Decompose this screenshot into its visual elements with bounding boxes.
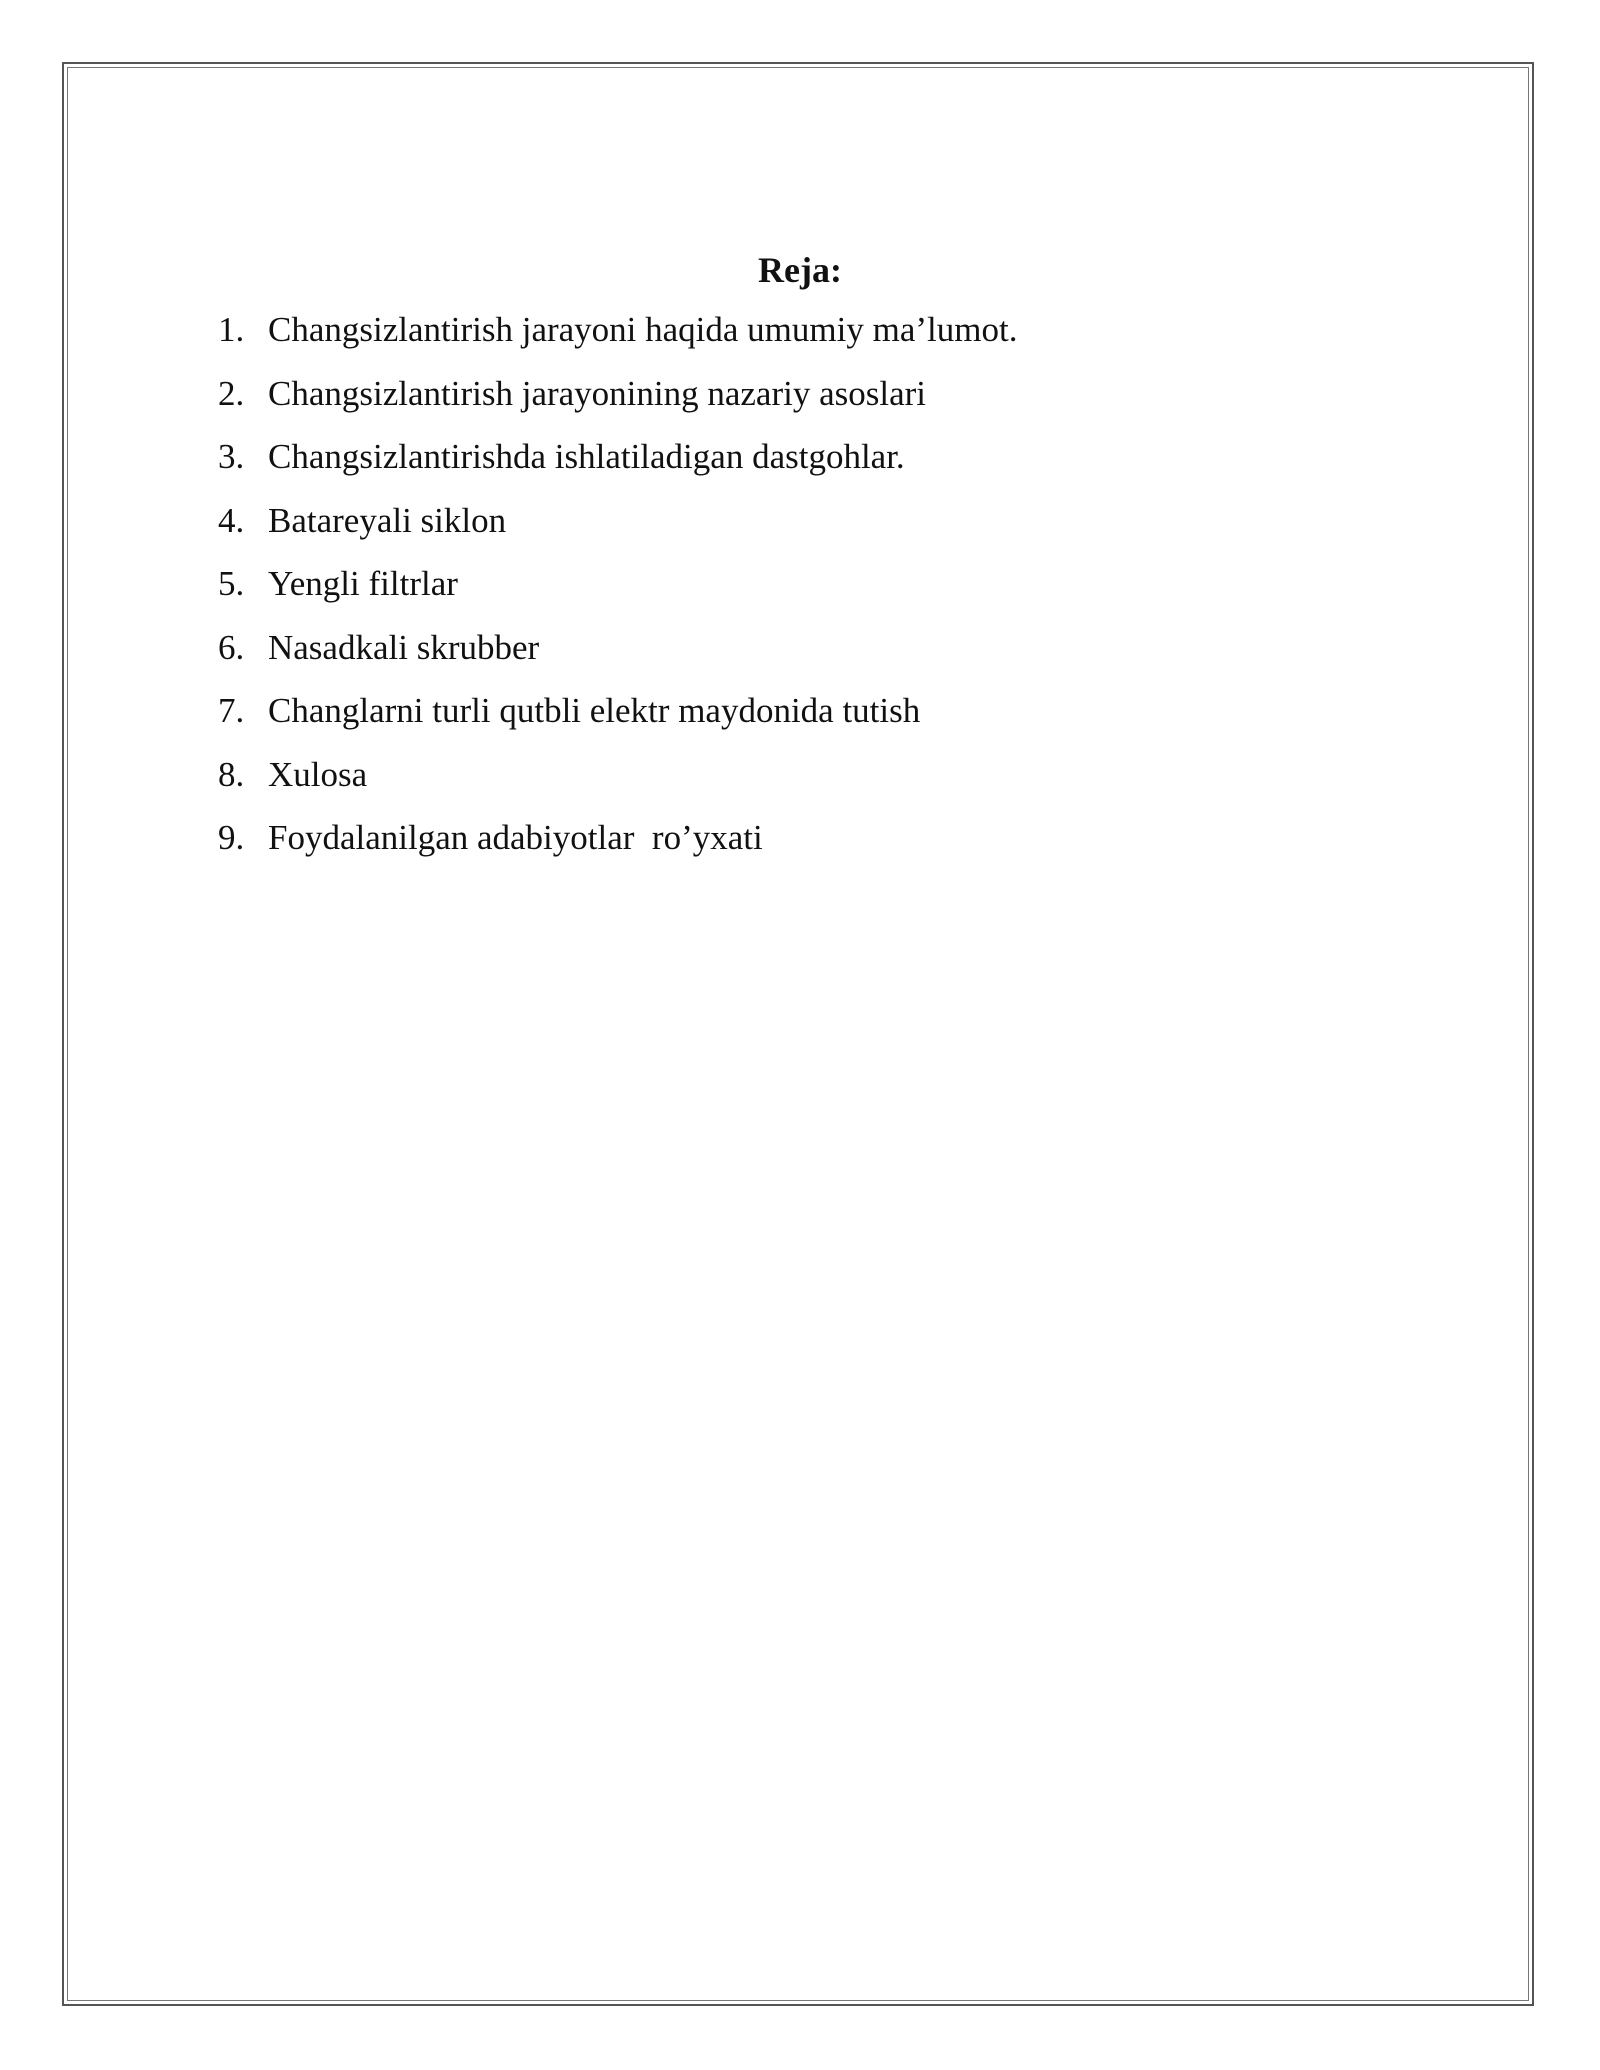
list-item-number: 8. [218, 754, 245, 794]
list-item-text: Changsizlantirish jarayoni haqida umumiy ma’lumot. [268, 310, 1018, 349]
list-item-text: Batareyali siklon [268, 500, 507, 540]
list-item-number: 3. [218, 437, 245, 476]
list-item-number: 2. [218, 373, 245, 413]
list-item [218, 562, 1017, 626]
list-item-text: Changlarni turli qutbli elektr maydonida tutish [268, 691, 921, 730]
list-item [218, 626, 1017, 690]
list-item-number: 4. [218, 500, 245, 540]
list-item-text: Changsizlantirish jarayonining nazariy asoslari [268, 373, 927, 413]
list-item-number: 5. [218, 564, 245, 603]
list-item [218, 689, 1017, 753]
list-item [218, 816, 1017, 880]
list-item-text: Yengli filtrlar [268, 564, 458, 603]
list-item-text: Changsizlantirishda ishlatiladigan dastgohlar. [268, 437, 905, 476]
plan-list [218, 308, 1017, 880]
list-item [218, 753, 1017, 817]
list-item-number: 6. [218, 627, 245, 667]
list-item [218, 372, 1017, 436]
list-item [218, 499, 1017, 563]
list-item-text: Foydalanilgan adabiyotlar ro’yxati [268, 818, 763, 857]
list-item-number: 9. [218, 818, 245, 857]
list-item-number: 1. [218, 310, 245, 349]
list-item-number: 7. [218, 691, 245, 730]
plan-title: Reja: [758, 250, 842, 290]
list-item-text: Xulosa [268, 754, 368, 794]
list-item [218, 435, 1017, 499]
list-item [218, 308, 1017, 372]
list-item-text: Nasadkali skrubber [268, 627, 540, 667]
